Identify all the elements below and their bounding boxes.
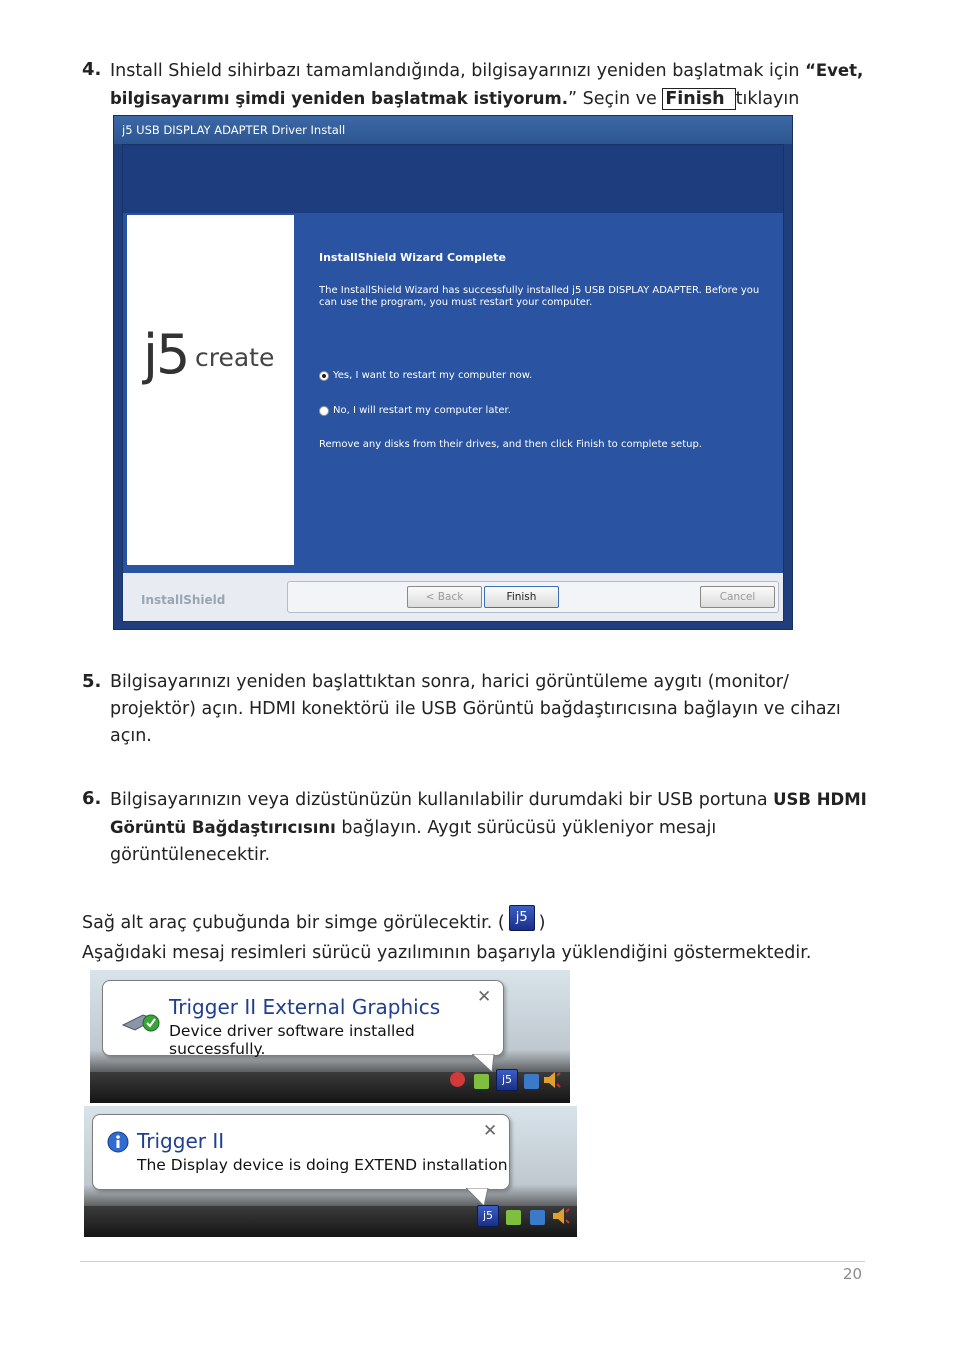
usb-tray-icon[interactable] xyxy=(506,1210,521,1225)
taskbar-2 xyxy=(84,1206,577,1237)
tray-note-line1 xyxy=(82,910,545,937)
cancel-button[interactable]: Cancel xyxy=(700,586,775,608)
network-icon[interactable] xyxy=(524,1074,539,1089)
step6-text xyxy=(110,786,910,869)
radio-yes[interactable] xyxy=(319,371,329,381)
finish-button[interactable]: Finish xyxy=(484,586,559,608)
finish-highlight: Finish xyxy=(662,88,735,110)
step4-bold2: bilgisayarımı şimdi yeniden başlatmak istiyorum. xyxy=(110,89,568,108)
radio-no[interactable] xyxy=(319,406,329,416)
step6-bold1: USB HDMI xyxy=(773,790,867,809)
step5-number-line xyxy=(82,668,101,696)
usb-check-icon xyxy=(121,1011,163,1033)
step4-number-line xyxy=(82,56,101,84)
error-shield-icon[interactable] xyxy=(450,1072,465,1087)
step6-number-line xyxy=(82,785,101,813)
step6-line1: Bilgisayarınızın veya dizüstünüzün kullanılabilir durumdaki bir USB portuna xyxy=(110,790,774,810)
step6-line2: bağlayın. Aygıt sürücüsü yükleniyor mesajı xyxy=(335,818,717,838)
radio-yes-label: Yes, I want to restart my computer now. xyxy=(333,370,533,381)
notification-balloon-2 xyxy=(92,1114,510,1190)
step6-bold2: Görüntü Bağdaştırıcısını xyxy=(110,818,336,837)
notification-balloon-1 xyxy=(102,980,504,1056)
logo-j5: j5 xyxy=(143,323,189,386)
j5-tray-icon[interactable]: j5 xyxy=(496,1069,518,1091)
step4-line1: Install Shield sihirbazı tamamlandığında, bilgisayarınızı yeniden başlatmak için xyxy=(110,61,806,81)
close-icon[interactable]: ✕ xyxy=(477,987,492,1007)
balloon1-title: Trigger II External Graphics xyxy=(169,995,441,1019)
step5-line3: açın. xyxy=(110,726,152,746)
wizard-text: The InstallShield Wizard has successfully installed j5 USB DISPLAY ADAPTER. Before you can use the program, you must restart your computer. xyxy=(319,285,760,308)
window-title: j5 USB DISPLAY ADAPTER Driver Install xyxy=(114,116,792,144)
installshield-brand: InstallShield xyxy=(141,593,226,607)
page-number: 20 xyxy=(843,1265,863,1283)
balloon1-body: Device driver software installed successfully. xyxy=(169,1022,415,1058)
close-icon[interactable]: ✕ xyxy=(483,1121,498,1141)
j5-tray-icon: j5 xyxy=(509,905,535,931)
info-icon xyxy=(107,1131,129,1153)
balloon-pointer-1 xyxy=(472,1054,496,1074)
tray-note-text: Sağ alt araç çubuğunda bir simge görülecektir. ( xyxy=(82,913,505,933)
tray-screenshot-2 xyxy=(84,1106,577,1237)
wizard-title: InstallShield Wizard Complete xyxy=(319,251,506,264)
radio-no-row[interactable] xyxy=(319,405,511,416)
usb-tray-icon[interactable] xyxy=(474,1074,489,1089)
step5-text xyxy=(110,669,910,750)
installer-window xyxy=(113,115,793,630)
step4-text xyxy=(110,57,900,113)
step-number: 4. xyxy=(82,59,102,80)
remove-disks-text: Remove any disks from their drives, and then click Finish to complete setup. xyxy=(319,439,702,450)
tray-note-close: ) xyxy=(538,913,546,933)
step4-after-bold: ” Seçin ve xyxy=(567,89,663,109)
footer-divider xyxy=(80,1261,865,1262)
speaker-icon[interactable] xyxy=(551,1206,571,1226)
j5-tray-icon[interactable]: j5 xyxy=(477,1205,499,1227)
button-bar xyxy=(123,573,783,621)
step-number: 6. xyxy=(82,788,102,809)
radio-no-label: No, I will restart my computer later. xyxy=(333,405,511,416)
step4-tail: tıklayın xyxy=(735,89,800,109)
installer-content xyxy=(122,144,784,622)
radio-yes-row[interactable] xyxy=(319,370,532,381)
logo-create: create xyxy=(195,343,275,372)
logo-panel xyxy=(127,215,294,565)
step5-line2: projektör) açın. HDMI konektörü ile USB Görüntü bağdaştırıcısına bağlayın ve cihazı xyxy=(110,699,841,719)
back-button[interactable]: < Back xyxy=(407,586,482,608)
tray-screenshot-1 xyxy=(90,970,570,1103)
network-icon[interactable] xyxy=(530,1210,545,1225)
step5-line1: Bilgisayarınızı yeniden başlattıktan sonra, harici görüntüleme aygıtı (monitor/ xyxy=(110,672,789,692)
tray-note-line2: Aşağıdaki mesaj resimleri sürücü yazılımının başarıyla yüklendiğini göstermektedir. xyxy=(82,943,812,963)
step6-line3: görüntülenecektir. xyxy=(110,845,271,865)
step4-bold1: “Evet, xyxy=(805,61,864,80)
step-number: 5. xyxy=(82,671,102,692)
balloon2-body: The Display device is doing EXTEND installation xyxy=(137,1156,508,1174)
speaker-icon[interactable] xyxy=(542,1070,562,1090)
header-band xyxy=(123,145,783,213)
balloon2-title: Trigger II xyxy=(137,1129,225,1153)
